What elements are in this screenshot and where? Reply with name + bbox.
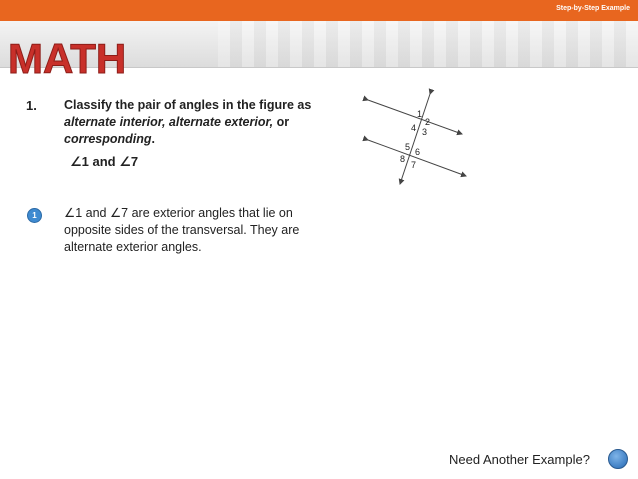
step-text: ∠1 and ∠7 are exterior angles that lie on opposite sides of the transversal. They are alternate exterior angles. (64, 206, 300, 254)
question-part: . (151, 132, 155, 146)
angle-label: 2 (425, 117, 431, 127)
angle-label: 4 (411, 123, 417, 133)
angle-label: 1 (417, 109, 423, 119)
question-emphasis: alternate interior, alternate exterior, (64, 115, 274, 129)
question-text (64, 97, 344, 148)
question-part: Classify the pair of angles in the figure as (64, 98, 312, 112)
angle-label: 8 (400, 154, 406, 164)
banner (0, 21, 638, 77)
math-logo-text: MATH (8, 37, 127, 77)
parallel-line-bottom (368, 140, 466, 176)
transversal-line (400, 94, 430, 184)
angle-pair: ∠1 and ∠7 (70, 154, 139, 169)
banner-pattern (218, 21, 638, 67)
angle-label: 6 (415, 147, 421, 157)
transversal-figure (360, 88, 480, 188)
problem-number: 1. (26, 98, 37, 113)
need-another-example-label: Need Another Example? (449, 452, 590, 467)
angle-label: 7 (411, 160, 417, 170)
angle-label: 5 (405, 142, 411, 152)
angle-label: 3 (422, 127, 428, 137)
math-logo (6, 37, 136, 82)
header-label: Step-by-Step Example (556, 5, 630, 12)
question-part: or (273, 115, 290, 129)
question-emphasis: corresponding (64, 132, 152, 146)
next-example-button[interactable] (608, 449, 628, 469)
step-badge: 1 (27, 208, 42, 223)
header-bar (0, 0, 638, 21)
